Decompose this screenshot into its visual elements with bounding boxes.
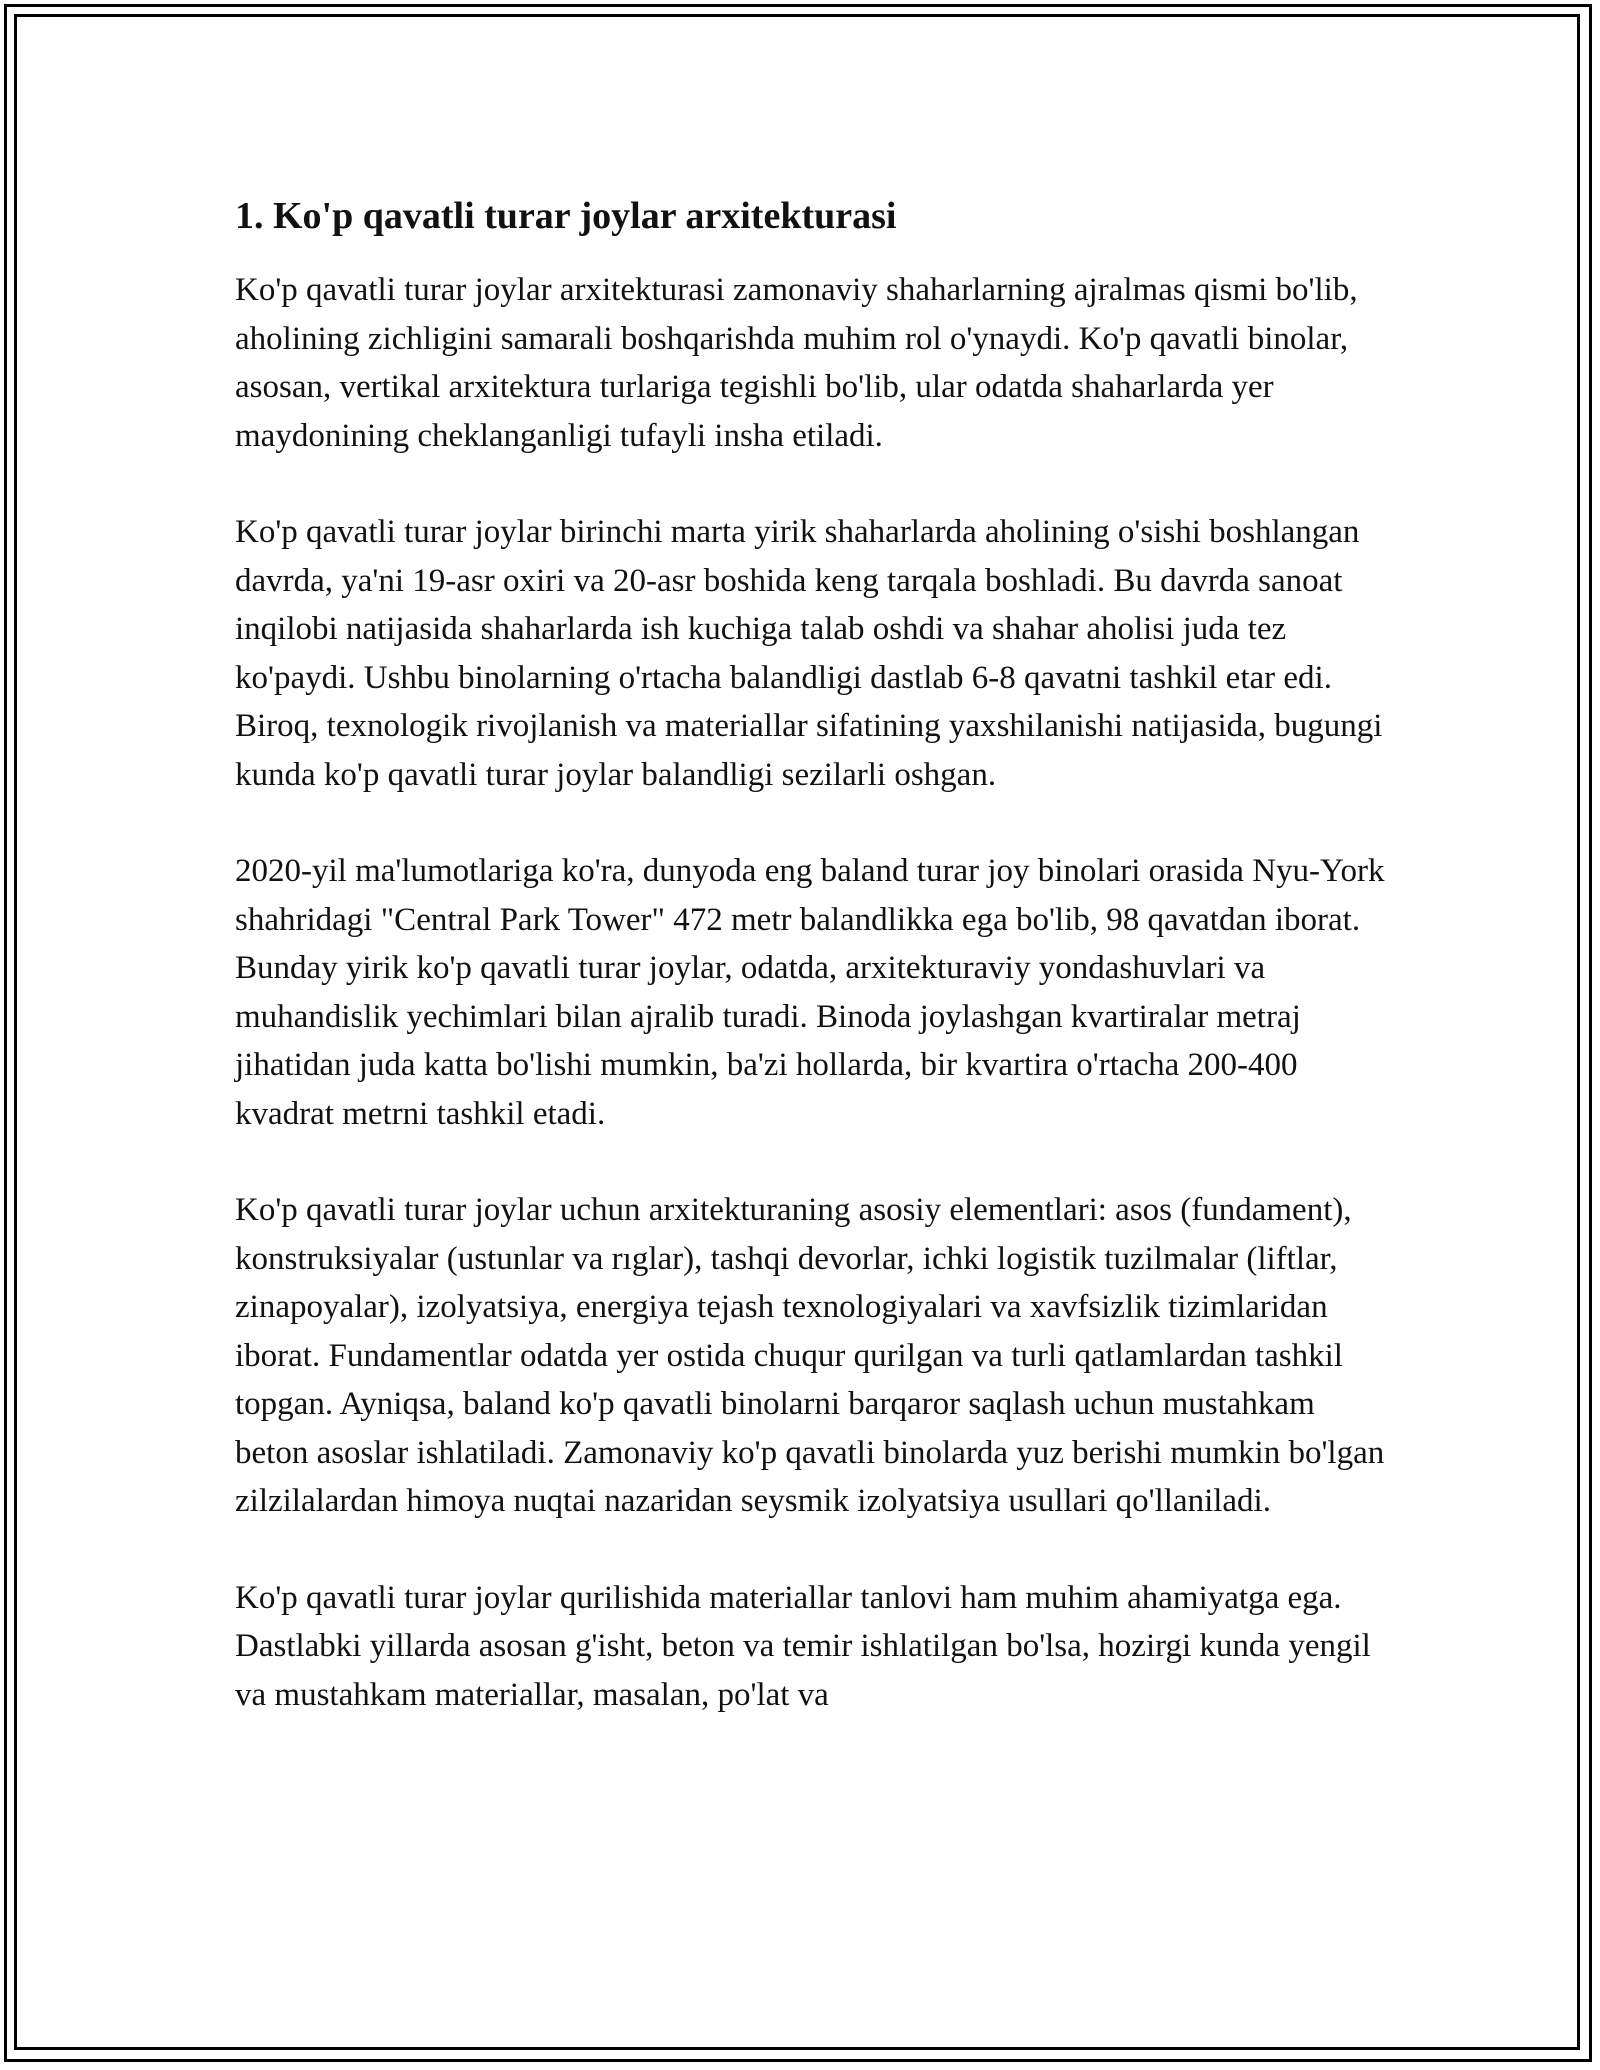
paragraph-history: Ko'p qavatli turar joylar birinchi marta yirik shaharlarda aholining o'sishi boshlangan davrda, ya'ni 19-asr oxiri va 20-asr boshida keng tarqala boshladi. Bu davrda sanoat inqilobi natijasida shaharlarda ish kuchiga talab oshdi va shahar aholisi juda tez ko'paydi. Ushbu binolarning o'rtacha balandligi dastlab 6-8 qavatni tashkil etar edi. Biroq, texnologik rivojlanish va materiallar sifatining yaxshilanishi natijasida, bugungi kunda ko'p qavatli turar joylar balandligi sezilarli oshgan.	[235, 514, 1383, 793]
paragraph-central-park-tower: 2020-yil ma'lumotlariga ko'ra, dunyoda eng baland turar joy binolari orasida Nyu-York shahridagi "Central Park Tower" 472 metr balandlikka ega bo'lib, 98 qavatdan iborat. Bunday yirik ko'p qavatli turar joylar, odatda, arxitekturaviy yondashuvlari va muhandislik yechimlari bilan ajralib turadi. Binoda joylashgan kvartiralar metraj jihatidan juda katta bo'lishi mumkin, ba'zi hollarda, bir kvartira o'rtacha 200-400 kvadrat metrni tashkil etadi.	[235, 853, 1385, 1132]
section-heading: 1. Ko'p qavatli turar joylar arxitekturasi	[235, 195, 897, 237]
paragraph-intro: Ko'p qavatli turar joylar arxitekturasi zamonaviy shaharlarning ajralmas qismi bo'lib, aholining zichligini samarali boshqarishda muhim rol o'ynaydi. Ko'p qavatli binolar, asosan, vertikal arxitektura turlariga tegishli bo'lib, ular odatda shaharlarda yer maydonining cheklanganligi tufayli insha etiladi.	[235, 272, 1358, 454]
document-body	[235, 186, 1385, 1767]
paragraph-materials: Ko'p qavatli turar joylar qurilishida materiallar tanlovi ham muhim ahamiyatga ega. Dastlabki yillarda asosan g'isht, beton va temir ishlatilgan bo'lsa, hozirgi kunda yengil va mustahkam materiallar, masalan, po'lat va	[235, 1579, 1371, 1713]
paragraph-elements: Ko'p qavatli turar joylar uchun arxitekturaning asosiy elementlari: asos (fundament), konstruksiyalar (ustunlar va rıglar), tashqi devorlar, ichki logistik tuzilmalar (liftlar, zinapoyalar), izolyatsiya, energiya tejash texnologiyalari va xavfsizlik tizimlaridan iborat. Fundamentlar odatda yer ostida chuqur qurilgan va turli qatlamlardan tashkil topgan. Ayniqsa, baland ko'p qavatli binolarni barqaror saqlash uchun mustahkam beton asoslar ishlatiladi. Zamonaviy ko'p qavatli binolarda yuz berishi mumkin bo'lgan zilzilalardan himoya nuqtai nazaridan seysmik izolyatsiya usullari qo'llaniladi.	[235, 1192, 1385, 1519]
